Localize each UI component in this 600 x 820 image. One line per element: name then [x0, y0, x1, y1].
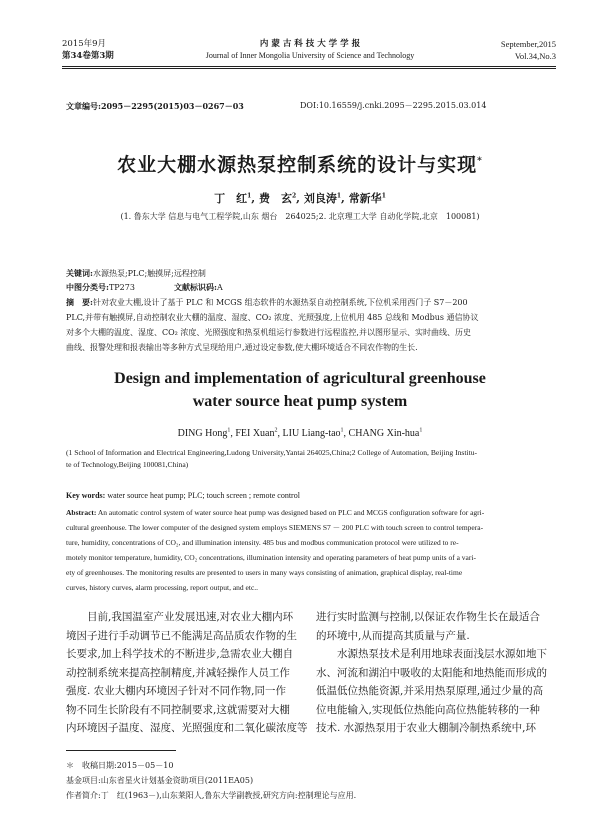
affiliations-cn: (1. 鲁东大学 信息与电气工程学院,山东 烟台 264025;2. 北京理工大学 自动化学院,北京 100081) [120, 212, 480, 221]
author-cn: 丁 红$^1$ [214, 192, 252, 205]
body-column-left: 目前,我国温室产业发展迅速,对农业大棚内环 境因子进行手动调节已不能满足高品质农作物的生 长要求,加上科学技术的不断进步,急需农业大棚自 动控制系统来提高控制精度,并减轻操作人员工作 强度. 农业大棚内环境因子针对不同作物,同一作 物不同生长阶段有不同控制要求,这就需要对大棚 内环境因子温度、湿度、光照强度和二氧化碳浓度等 [66, 611, 308, 734]
footnote-received: ＊ 收稿日期:2015－05－10 [66, 761, 174, 770]
body-column-right: 进行实时监测与控制,以保证农作物生长在最适合 的环境中,从而提高其质量与产量. 水源热泵技术是利用地球表面浅层水源如地下 水、河流和湖泊中吸收的太阳能和地热能而形成的 低温低位热能资源,并采用热泵原理,通过少量的高 位电能输入,实现低位热能向高位热能转移的一种 技术. 水源热泵用于农业大棚制冷制热系统中,环 [316, 611, 547, 734]
author-en: LIU Liang-tao$^1$ [282, 427, 344, 439]
header-rule-top [62, 66, 556, 67]
title-en-line1: Design and implementation of agricultural greenhouse [114, 370, 486, 387]
header-date-en: September,2015 [500, 39, 556, 49]
title-en-line2: water source heat pump system [192, 393, 408, 410]
header-rule-bottom [62, 68, 556, 69]
footnote-author: 作者简介:丁 红(1963－),山东莱阳人,鲁东大学副教授,研究方向:控制理论与应用. [66, 791, 357, 800]
authors-cn: 丁 红$^1$, 费 玄$^2$, 刘良涛$^1$, 常新华$^1$ [214, 192, 386, 205]
header-volume: 第34卷第3期 [62, 51, 114, 61]
author-en: CHANG Xin-hua$^1$ [348, 427, 423, 439]
authors-en: DING Hong$^1$, FEI Xuan$^2$, LIU Liang-tao$^1$, CHANG Xin-hua$^1$ [177, 427, 423, 439]
abstract-en: Abstract: An automatic control system of water source heat pump was designed based on PLC and MCGS configuration software for agri- cultural greenhouse. The lower computer of the designed system employs SIEMENS S7 － 200 PLC with touch screen to control tempera- ture, humidity, concentrations of CO₂, and illumination intensity. 485 bus and modbus communication protocol were utilized to re- motely monitor temperature, humidity, CO₂ concentrations, illumination intensity and operating parameters of heat pump units of a vari- ety of greenhouses. The monitoring results are presented to users in many ways consisting of animation, graphical display, real-time curves, history curves, alarm processing, report output, and etc.. [66, 508, 485, 592]
footnotes [66, 758, 356, 803]
header-right [501, 38, 556, 62]
header-left [62, 38, 114, 62]
journal-name-en: Journal of Inner Mongolia University of Science and Technology [205, 51, 415, 60]
journal-name-cn: 内 蒙 古 科 技 大 学 学 报 [259, 39, 361, 49]
author-cn: 费 玄$^2$ [258, 192, 297, 205]
abstract-cn: 摘 要:针对农业大棚,设计了基于 PLC 和 MCGS 组态软件的水源热泵自动控制系统,下位机采用西门子 S7－200 PLC,并带有触摸屏,自动控制农业大棚的温度、湿度、CO₂ 浓度、光照强度,上位机用 485 总线和 Modbus 通信协议 对多个大棚的温度、湿度、CO₂ 浓度、光照强度和热泵机组运行参数进行远程监控,并以图形显示、实时曲线、历史 曲线、报警处理和报表输出等多种方式呈现给用户,通过设定参数,使大棚环境适合不同农作物的生长. [66, 297, 479, 352]
author-en: FEI Xuan$^2$ [235, 427, 278, 439]
affiliations-en: (1 School of Information and Electrical Engineering,Ludong University,Yantai 264025,China;2 College of Automation, Beijing Institu- te of Technology,Beijing 100081,China) [66, 448, 478, 469]
keywords-en: Key words: water source heat pump; PLC; touch screen ; remote control [66, 491, 300, 500]
author-en: DING Hong$^1$ [177, 427, 231, 439]
article-number: 文章编号:2095－2295(2015)03－0267－03 [66, 101, 244, 111]
header-center [170, 38, 450, 62]
doi: DOI:10.16559/j.cnki.2095－2295.2015.03.014 [300, 101, 487, 110]
title-cn: 农业大棚水源热泵控制系统的设计与实现* [117, 154, 483, 176]
footnote-rule [66, 750, 176, 751]
footnote-fund: 基金项目:山东省星火计划基金资助项目(2011EA05) [66, 776, 254, 785]
clc-line: 中图分类号:TP273 文献标识码:A [66, 282, 223, 292]
author-cn: 刘良涛$^1$ [303, 192, 342, 205]
header-volume-en: Vol.34,No.3 [514, 51, 556, 61]
author-cn: 常新华$^1$ [348, 192, 386, 205]
keywords-cn: 关键词:水源热泵;PLC;触摸屏;远程控制 [66, 268, 206, 278]
header-date: 2015年9月 [62, 39, 107, 49]
